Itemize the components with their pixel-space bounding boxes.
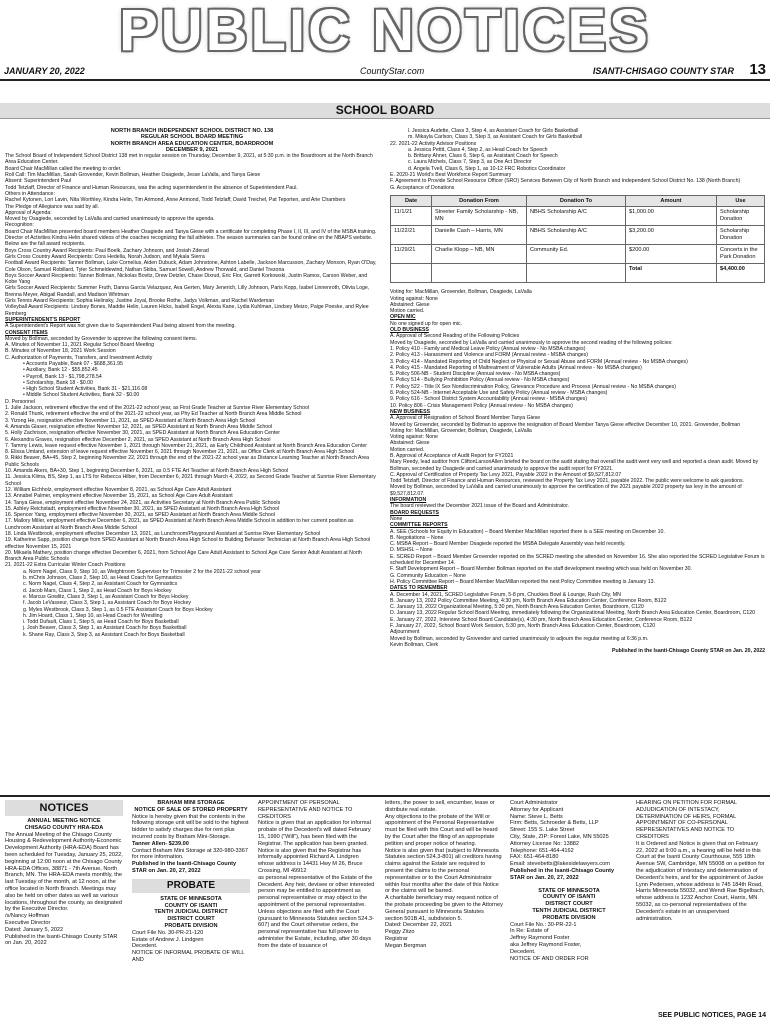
paragraph: B. Approval of Acceptance of Audit Report for FY2021 [390,452,514,459]
paragraph: The board reviewed the December 2021 issue of the Board and Administrator. [390,503,570,510]
paragraph: letters, the power to sell, encumber, lease or distribute real estate. [385,800,495,813]
paragraph: COUNTY OF ISANTI [542,894,596,901]
paragraph: The Pledge of Allegiance was said by all. [5,203,100,210]
table-cell: Concerts in the Park Donation [717,245,765,264]
paragraph: Voting against: None [390,295,438,302]
paragraph: E. 2020-21 World's Best Workforce Report Summary [390,172,512,179]
table-row [391,207,765,226]
paragraph: It is Ordered and Notice is given that on February 22, 2022 at 9:00 a.m., a hearing will be held in this Court at the Isanti County Courthouse, 555 18th Avenue SW, Cambridge, MN 55008 on a petition for the adjudication of intestacy and determination of Decedent's heirs, and for the appointment of Jackie Lynn Pedersen, whose address is 745 184th Road, Harris Minnesota 55032, and Wendi Rae Bigelbach, whose address is 1232 Anchor Court, Harris, MN 55032, as co-personal representatives of the Decedent's estate in an unsupervised administration. [636,840,765,922]
paragraph: Motion carried. [390,446,425,453]
paragraph: 11. Jessica Klima, BS, Step 1, as LTS for Rebecca Hilber, from December 6, 2021 through March 4, 2022, as Second Grade Teacher at Sunrise River Elementary School [5,474,376,487]
paragraph: 19. Katherine Sapp, position change from SPED Assistant at North Branch Area High School to Building Behavior Technician at North Branch Area High School effective November 15, 2021 [5,537,371,550]
paragraph: A. Approval of Second Reading of the Following Policies [390,333,520,340]
heading-line: NORTH BRANCH AREA EDUCATION CENTER, BOARDROOM [110,140,274,147]
paragraph: k. Shane Ray, Class 3, Step 3, as Assistant Coach for Boys Basketball [23,631,185,638]
paragraph: BRAHAM MINI STORAGE [157,800,225,806]
minutes-column-2 [390,128,765,793]
paragraph: a. Jessica Pettit, Class 4, Step 2, as Head Coach for Speech [408,146,548,153]
paragraph: Moved by Bollman, seconded by Grovender and carried unanimously to adjourn the regular meeting at 6:36 p.m. [390,635,649,642]
paragraph: Moved by Osagiede, seconded by LaValla and carried unanimously to approve the second reading of the following policies: [390,339,673,346]
paragraph: E. January 27, 2022, Interview School Board Candidate(s), 4:30 pm, North Branch Area Education Center, Conference Room, B122 [390,616,693,623]
paragraph: • Accounts Payable, Bank 07 - $688,361.95 [23,360,123,367]
paragraph: b. mChris Johnson, Class 2, Step 10, as Head Coach for Gymnastics [23,575,182,582]
paragraph: 10. Amanda Akers, BA+30, Step 1, beginning December 6, 2021, as 0.5 FTE Art Teacher at North Branch Area High School [5,468,289,475]
paragraph: C. Authorization of Payments, Transfers, and Investment Activity [5,354,153,361]
paragraph: Dated: January 5, 2022 [5,926,64,933]
paragraph: C. Approval of Certification of Property Tax Levy 2021, Payable 2022 in the Amount of $9,527,812.07 [390,471,622,478]
paragraph: COUNTY OF ISANTI [164,902,218,909]
paragraph: m. Mikayla Carlson, Class 3, Step 3, as Assistant Coach for Girls Basketball [408,134,583,141]
table-header: Use [717,195,765,206]
paragraph: Todd Tetzlaff, Director of Finance and Human Resources, was the acting superintendent in the absence of Superintendent Paul. [5,184,298,191]
paragraph: Absent: Superintendent Paul [5,178,72,185]
paragraph: G. Community Education – None [390,572,466,579]
minutes-heading [5,128,379,153]
paragraph: 15. Ashley Reichstadt, employment effective November 30, 2021, as SPED Assistant at North Branch Area High School [5,505,280,512]
paragraph: STATE OF MINNESOTA [160,895,222,902]
paragraph: Published in the Isanti-Chisago County STAR on Jan. 20, 2022 [5,933,118,947]
paragraph: 10. Policy 806 - Crisis Management Policy (Annual review - No MSBA changes) [390,402,573,409]
paragraph: • Middle School Student Activities, Bank 32 - $0.00 [23,392,140,399]
paragraph: PROBATE DIVISION [164,922,218,929]
issue-date: JANUARY 20, 2022 [4,66,85,76]
published-line: Published in the Isanti-Chisago County STAR on Jan. 20, 2022 [612,648,765,655]
paragraph: Recognition: [5,222,34,229]
paragraph: 21. 2021-22 Extra Curricular Winter Coach Positions [5,562,126,569]
paragraph: A. SEE (Schools for Equity in Education) – Board Member MacMillan reported there is a SEE meeting on December 10. [390,528,665,535]
paragraph: Girls Tennis Award Recipients: Sophia Helinsky, Justine Joyal, Brooke Rothe, Jadys Volkman, and Rachel Wardeman [5,298,275,305]
section-header-school-board: SCHOOL BOARD [0,103,770,119]
paragraph: A. Minutes of November 11, 2021 Regular School Board Meeting [5,342,154,349]
paragraph: 9. Rikki Beaver, BA+45, Step 2, beginning November 22, 2021 through the end of the 2021-22 school year as Distance Learning Teacher at North Branch Area Public Schools [5,455,369,468]
paragraph: 6. Alexandra Graves, resignation effective December 2, 2021, as SPED Assistant at North Branch Area High School [5,436,271,443]
notice-column-2 [132,800,250,1012]
website-link[interactable]: CountyStar.com [360,66,425,76]
minutes-column-1 [5,128,379,793]
paragraph: C. January 13, 2022 Organizational Meeting, 5:30 pm, North Branch Area Education Center, Boardroom, C120 [390,604,644,611]
paragraph: APPOINTMENT OF PERSONAL REPRESENTATIVE AND NOTICE TO CREDITORS [258,800,353,820]
paragraph: 20. Mikaela Mathery, position change effective December 6, 2021, from School Age Care Adult Assistant to School Age Care Senior Adult Assistant at North Branch Area Public Schools [5,549,362,563]
table-row [391,226,765,245]
paragraph: 6. Policy 514 - Bullying Prohibition Policy (Annual review - No MSBA changes) [390,377,570,384]
paragraph: j. Josh Beaver, Class 3, Step 1, as Assistant Coach for Boys Basketball [23,625,187,632]
paragraph: 17. Mallory Miller, employment effective December 6, 2021, as SPED Assistant at North Branch Area Middle School in addition to her current position as Lunchroom Assistant at North Branch Area Middle School [5,518,354,531]
table-cell: NBHS Scholarship A/C [527,207,626,226]
paragraph: 7. Policy 522 - Title IX Sex Nondiscrimination Policy, Grievance Procedure and Process (Annual review - No MSBA changes) [390,383,676,390]
paragraph: Contact Braham Mini Storage at 320-980-3367 for more information. [132,847,248,861]
notice-column-5 [510,800,628,1012]
paragraph: 16. Spencer Yang, employment effective November 30, 2021, as SPED Assistant at North Branch Area Middle School [5,512,275,519]
paragraph: Peggy Zitzo [385,929,415,936]
heading-line: DECEMBER 9, 2021 [165,146,219,153]
paragraph: Any objections to the probate of the Will or appointment of the Personal Representative must be filed with this Court and will be heard by the Court after the filing of an appropriate petition and proper notice of hearing. [385,813,498,847]
paragraph: 14. Tanya Giese, employment effective November 24, 2021, as Activities Secretary at North Branch Area Public Schools [5,499,281,506]
paragraph: 13. Annabel Palmer, employment effective November 15, 2021, as School Age Care Adult Assistant [5,493,233,500]
paragraph: NOTICE OF AND ORDER FOR [510,955,589,962]
paragraph: TENTH JUDICIAL DISTRICT [154,909,228,916]
paragraph: • High School Student Activities, Bank 31 - $21,116.08 [23,386,148,393]
probate-header: PROBATE [132,879,250,893]
paragraph: BOARD REQUESTS [390,509,439,516]
paragraph: Notice is also given that (subject to Minnesota Statutes section 524.3-801) all creditors having claims against the Estate are required to present the claims to the personal representative or to the Court Administrator within four months after the date of this Notice or the claims will be barred. [385,847,502,895]
table-header: Donation To [527,195,626,206]
paragraph: Email: stevebetts@lakesidelawyers.com [510,861,610,868]
paragraph: F. Staff Development Report – Board Member Bollman reported on the staff development meeting which was held on November 30. [390,566,692,573]
paragraph: 5. Holly Zachrison, resignation effective November 30, 2021, as SPED Assistant at North Branch Area Education Center [5,430,280,437]
paragraph: COMMITTEE REPORTS [390,522,448,529]
paragraph: STATE OF MINNESOTA [538,887,600,894]
paragraph: Voting for: MacMillan, Grovender, Bollman, Osagiede, LaValla [390,427,532,434]
total-value: $4,400.00 [717,264,765,283]
paragraph: d. Angela Tvell, Class 6, Step 1, as 10-12 FRC Robotics Coordinator [408,165,566,172]
paragraph: G. Acceptance of Donations [390,184,455,191]
table-cell: Community Ed. [527,245,626,264]
table-total-row [391,264,765,283]
paragraph: Notice is hereby given that the contents in the following storage unit will be sold to the highest bidder to satisfy charges due for rent plus incurred costs by Braham Mini-Storage. [132,813,249,840]
paragraph: CHISAGO COUNTY HRA-EDA [24,824,104,831]
paragraph: Registrar [385,935,408,942]
minutes-body-2-bottom [390,289,765,648]
paragraph: Decedent. [132,943,158,950]
paragraph: Megan Bergman [385,942,427,949]
paragraph: NEW BUSINESS [390,408,431,415]
paragraph: 8. Policy 524-NB - Internet Acceptable Use and Safety Policy (Annual review - MSBA changes) [390,390,608,397]
paragraph: 3. Policy 414 - Mandated Reporting of Child Neglect or Physical or Sexual Abuse and FORM (Annual review - No MSBA changes) [390,358,688,365]
paragraph: The Annual Meeting of the Chisago County Housing & Redevelopment Authority-Economic Development Authority (HRA-EDA) Board has been scheduled for Tuesday, January 25, 2022, beginning at 12:00 noon at the Chisago County HRA-EDA Offices, 38871 - 7th Avenue, North Branch, MN. The HRA-EDA meets monthly, the last Tuesday of the month, at 12 noon, at the office located in North Branch. Meetings may also be held on other dates as well as various locations, throughout the county, as designated by the Executive Director. [5,831,123,913]
notice-column-1 [5,818,123,1013]
paragraph: Dated: December 22, 2021 [385,922,453,929]
table-cell: $200.00 [626,245,717,264]
paragraph: aka Jeffrey Raymond Foster, [510,941,582,948]
paragraph: 7. Tammy Lewis, leave request effective November 1, 2021 through November 21, 2021, as Early Childhood Assistant at North Branch Area Education Center [5,442,367,449]
paragraph: City, State, ZIP: Forest Lake, MN 55025 [510,833,609,840]
paragraph: Moved by Osagiede, seconded by LaValla and carried unanimously to approve the agenda. [5,216,215,223]
paragraph: Director of Activities Kindra Helin shared videos of the coaches recognizing the fall athletes. The season summaries can be found online on the NBAPS website. Below are the fall award recipients. [5,235,373,248]
paragraph: Rachel Kytonen, Lori Lavin, Nita Worthley, Kindra Helin, Tim Arimond, Anne Arimond, Todd Tetzlaff, David Treichel, Pat Teporten, and Arie Chambers [5,197,346,204]
paragraph: Voting for: MacMillan, Grovender, Bollman, Osagiede, LaValla [390,289,532,296]
paragraph: NOTICE OF SALE OF STORED PROPERTY [134,806,248,813]
paragraph: c. Laura Michels, Class 7, Step 3, as One Act Director [408,159,532,166]
paragraph: DATES TO REMEMBER [390,585,448,592]
paragraph: Jeffrey Raymond Foster [510,935,570,942]
paragraph: Girls Soccer Award Recipients: Summer Fruth, Danna Garcia Velazquez, Ava Gerten, Mary Jenerich, Lilly Johnson, Paris Kopp, Isabel Linnenroth, Olivia Loge, Brenna Meyer, Abigail Randall, and Madison Whitman [5,285,370,298]
paragraph: Executive Director [5,919,51,926]
paragraph: Decedent. [510,948,536,955]
probate-notice-2 [510,888,628,963]
table-cell: 11/29/21 [391,245,432,264]
table-cell: NBHS Scholarship A/C [527,226,626,245]
paragraph: Published in the Isanti-Chisago County STAR on Jan. 20, 27, 2022 [510,867,615,881]
paragraph: Adjournment [390,629,420,636]
paragraph: Todd Tetzlaff, Director of Finance and Human Resources, reviewed the Property Tax Levy 2021, payable 2022. The public were welcome to ask questions. [390,478,744,485]
notice-column-4 [385,800,503,1012]
page-number: 13 [749,61,766,78]
storage-notice [132,800,250,875]
paragraph: Name: Steve L. Betts [510,813,563,820]
paragraph: Kevin Bollman, Clerk [390,641,439,648]
paper-name: ISANTI-CHISAGO COUNTY STAR [592,66,734,76]
table-cell: Scholarship Donation [717,207,765,226]
paragraph: Attorney for Applicant [510,806,564,813]
paragraph: B. Negotiations – None [390,534,444,541]
paragraph: 12. William Eichholz, employment effective November 8, 2021, as School Age Care Adult Assistant [5,486,232,493]
paragraph: 2. Ronald Thunk, retirement effective the end of the 2021-22 school year, as Phy Ed Teacher at North Branch Area Middle School [5,411,302,418]
masthead [0,0,770,62]
paragraph: Motion carried. [390,308,425,315]
paragraph: Moved by Bollman, seconded by Grovender to approve the following consent items. [5,335,198,342]
paragraph: In Re: Estate of [510,928,549,935]
paragraph: Roll Call: Tim MacMillan, Sarah Grovender, Kevin Bollman, Heather Osagiede, Jesse LaValla, and Tanya Giese [5,172,261,179]
paragraph: 5. Policy 506-NB - Student Discipline (Annual review - No MSBA changes) [390,371,561,378]
paragraph: F. January 27, 2022, School Board Work Session, 5:30 pm, North Branch Area Education Center, Boardroom, C120 [390,623,656,629]
paragraph: H. Policy Committee Report – Board Member MacMillan reported the next Policy Committee meeting is January 13. [390,578,655,585]
paragraph: CONSENT ITEMS [5,329,48,336]
table-header-row [391,195,765,206]
notice-column-6 [636,800,765,1012]
paragraph: D. Personnel [5,398,35,405]
notice-column-3 [258,800,376,1012]
paragraph: Moved by Bollman, seconded by LaValla and carried unanimously to approve the certification of the 2021 payable 2022 property tax levy in the amount of $9,527,812.07. [390,484,742,497]
paragraph: Court File No.: 30-PR-22-1 [510,921,577,928]
masthead-title: PUBLIC NOTICES [119,0,651,63]
paragraph: TENTH JUDICIAL DISTRICT [532,907,606,914]
paragraph: 4. Policy 415 - Mandated Reporting of Maltreatment of Vulnerable Adults (Annual review - No MSBA changes) [390,364,642,371]
table-header: Date [391,195,432,206]
paragraph: OLD BUSINESS [390,327,429,334]
paragraph: The School Board of Independent School District 138 met in regular session on Thursday, December 9, 2021, at 5:30 p.m. in the Boardroom at the North Branch Area Education Center. [5,153,373,166]
probate-notice-1 [132,896,250,964]
paragraph: F. Agreement to Provide School Resource Officer (SRO) Services Between City of North Branch and Independent School District No. 138 (North Branch) [390,178,741,185]
paragraph: B. January 13, 2022 Policy Committee Meeting, 4:30 pm, North Branch Area Education Center, Conference Room, B122 [390,597,667,604]
donations-table [390,195,765,283]
paragraph: A. December 14, 2021, SCRED Legislative Forum, 5-8 pm, Chuckies Bowl & Lounge, Rush City, MN [390,591,621,598]
paragraph: /s/Nancy Hoffman [5,913,50,920]
table-cell: Danielle Cash – Harris, MN [432,226,527,245]
paragraph: Boys Soccer Award Recipients: Tanner Bollman, Nickolas Bovitz, Drew Detzler, Chase Dixrud, Eric Flor, Garrett Korkowski, Justin Ramos, Carson Weber, and Kobe Yang [5,272,368,286]
paragraph: Notice is given that an application for informal probate of the Decedent's will dated February 15, 1990 ("Will"), has been filed with the Registrar. The application has been granted. [258,820,371,847]
notices-header: NOTICES [5,800,123,816]
paragraph: Abstained: Giese [390,440,430,447]
continued-link[interactable]: SEE PUBLIC NOTICES, PAGE 14 [657,1012,766,1019]
masthead-bar [0,63,770,81]
paragraph: b. Brittany Ahner, Class 6, Step 6, as Assistant Coach for Speech [408,153,558,160]
paragraph: Published in the Isanti-Chisago County STAR on Jan. 20, 27, 2022 [132,861,237,874]
table-header: Donation From [432,195,527,206]
paragraph: 4. Amanda Glaser, resignation effective November 12, 2021, as SPED Assistant at North Branch Area Middle School [5,423,273,430]
paragraph: a. Norm Nagel, Class 9, Step 10, as Weightroom Supervisor for Trimester 2 for the 2021-22 school year [23,568,261,575]
paragraph: Court File No. 30-PR-21-120 [132,929,204,936]
paragraph: Boys Cross Country Award Recipients: Paul Boelk, Zachary Johnson, and Josiah Zderad [5,247,209,254]
paragraph: Notice is also given that the Registrar has informally appointed Richard A. Lindgren whose address is 14431 Hwy M 26, Bruce Crossing, MI 49912 [258,847,363,874]
paragraph: 8. Elissa Umland, extension of leave request effective November 6, 2021 through November 21, 2021, as Office Clerk at North Branch Area High School [5,449,355,456]
paragraph: Others in Attendance: [5,190,55,197]
paragraph: • Scholarship, Bank 18 - $0.00 [23,379,93,386]
paragraph: Street: 155 S. Lake Street [510,827,575,834]
minutes-body-1 [5,153,379,638]
table-cell: 11/1/21 [391,207,432,226]
heading-line: NORTH BRANCH INDEPENDENT SCHOOL DISTRICT NO. 138 [110,128,274,134]
table-cell: Charlie Klopp – NB, MN [432,245,527,264]
paragraph: 3. Yizong He, resignation effective November 11, 2021, as SPED Assistant at North Branch Area High School [5,417,256,424]
paragraph: None [390,515,403,522]
paragraph: g. Myles Westbrook, Class 3, Step 1, as 0.5 FTE Assistant Coach for Boys Hockey [23,606,213,613]
paragraph: Tanner Allen- $239.00 [132,840,189,847]
paragraph: Board Chair MacMillan called the meeting to order. [5,165,122,172]
paragraph: No one signed up for open mic. [390,320,463,327]
table-cell: 11/22/21 [391,226,432,245]
paragraph: Board Chair MacMillan presented board members Heather Osagiede and Tanya Giese with a certificate for completing Phase I, II, III, and IV of the MSBA training. [5,228,377,235]
paragraph: D. MSHSL – None [390,547,433,554]
paragraph: 1. Julie Jackson, retirement effective the end of the 2021-22 school year, as First Grade Teacher at Sunrise River Elementary School [5,405,310,412]
paragraph: SUPERINTENDENT'S REPORT [5,316,81,323]
paragraph: Volleyball Award Recipients: Lindsey Bones, Maddie Helin, Lauren Hicks, Isabell Engel, Alexia Kane, Lydia Kuhlman, Lindsey Meizo, Paige Poeske, and Rylee Remberg [5,304,369,317]
table-cell: Scholarship Donation [717,226,765,245]
paragraph: Moved by Grovender, seconded by Bollman to approve the resignation of Board Member Tanya Giese effective December 10, 2021. Grovender, Bollman [390,421,741,428]
paragraph: DISTRICT COURT [167,916,215,923]
paragraph: l. Jessica Audette, Class 3, Step 4, as Assistant Coach for Girls Basketball [408,128,579,134]
paragraph: i. Todd Dufault, Class 1, Step 5, as Head Coach for Boys Basketball [23,619,179,626]
paragraph: INFORMATION [390,497,427,504]
paragraph: C. MSBA Report – Board Member Osagiede reported the MSBA Delegate Assembly was held recently. [390,541,626,548]
paragraph: D. January 13, 2022 Regular School Board Meeting, immediately following the Organizational Meeting, North Branch Area Education Center, Boardroom, C120 [390,610,756,617]
paragraph: A. Approval of Resignation of School Board Member Tanya Giese [390,415,541,422]
paragraph: Girls Cross Country Award Recipients: Cora Hedella, Norah Judson, and Mykala Sierra [5,253,205,260]
paragraph: PROBATE DIVISION [542,914,596,921]
paragraph: Court Administrator [510,800,558,806]
paragraph: c. Norm Nagel, Class 4, Step 2, as Assistant Coach for Gymnastics [23,581,178,588]
paragraph: B. Minutes of November 18, 2021 Work Session [5,348,116,355]
paragraph: NOTICE OF INFORMAL PROBATE OF WILL AND [132,950,245,963]
paragraph: f. Jacob LeVasseur, Class 3, Step 1, as Assistant Coach for Boys Hockey [23,600,192,607]
paragraph: 22. 2021-22 Activity Advisor Positions [390,140,477,147]
minutes-body-2-top [390,128,765,191]
paragraph: DISTRICT COURT [545,901,593,908]
paragraph: h. Jim Hoard, Class 1, Step 10, as Head Coach for Wrestling [23,612,163,619]
divider [0,795,770,797]
table-cell: Streeter Family Scholarship - NB, MN [432,207,527,226]
paragraph: 1. Policy 410 - Family and Medical Leave Policy (Annual review - No MSBA changes) [390,345,586,352]
probate-notice-attorney [510,800,628,882]
paragraph: • Payroll, Bank 13 - $1,798,278.54 [23,373,102,380]
paragraph: 2. Policy 413 - Harassment and Violence and FORM (Annual review - MSBA changes) [390,352,588,359]
paragraph: 18. Linda Westbrook, employment effective December 13, 2021, as Lunchroom/Playground Assistant at Sunrise River Elementary School [5,531,321,537]
paragraph: 9. Policy 616 - School District System Accountability (Annual review - MSBA changes) [390,396,587,403]
heading-line: REGULAR SCHOOL BOARD MEETING [140,134,244,141]
paragraph: Estate of Andrew J. Lindgren [132,936,204,943]
total-label: Total [626,264,717,283]
paragraph: Mary Reedy, lead auditor from CliftonLarsonAllen briefed the board on the audit stating that overall the audit went very well and reported a clean audit. Moved by Bollman, seconded by Osagiede and carried unanimously to approve the audit report for FY2021. [390,459,759,472]
table-header: Amount [626,195,717,206]
paragraph: HEARING ON PETITION FOR FORMAL ADJUDICATION OF INTESTACY, DETERMINATION OF HEIRS, FORMAL APPOINTMENT OF CO-PERSONAL REPRESENTATIVES AND NOTICE TO CREDITORS [636,800,737,840]
table-cell: $3,200.00 [626,226,717,245]
table-cell: $1,000.00 [626,207,717,226]
paragraph: • Auxiliary, Bank 12 - $55,852.45 [23,367,98,374]
paragraph: Voting against: None [390,434,438,441]
paragraph: A Superintendent's Report was not given due to Superintendent Paul being absent from the meeting. [5,323,236,330]
paragraph: ANNUAL MEETING NOTICE [27,818,101,824]
paragraph: Telephone: 651-464-4162 [510,847,574,854]
table-row [391,245,765,264]
paragraph: FAX: 651-464-8180 [510,854,559,861]
paragraph: d. Jacob Mars, Class 1, Step 2, as Head Coach for Boys Hockey [23,587,172,594]
paragraph: A charitable beneficiary may request notice of the probate proceeding be given to the Attorney General pursuant to Minnesota Statutes section 501B.41, subdivision 5. [385,895,503,922]
paragraph: Football Award Recipients: Tanner Bollman, Luke Cornelius, Aiden Dubuck, Adam Johnstone, Ashton Labelle, Jackson Marcusson, Zachary Monson, Ryan O'Day, Cole Olson, Samuel Robillard, Tyler Schmeldewind, Nathan Skiba, Samuel Sowell, Andrew Thorwald, and Daniel Trezona [5,260,377,273]
paragraph: OPEN MIC [390,314,416,321]
paragraph: Attorney License No: 13882 [510,840,580,847]
paragraph: Firm: Betts, Schroeder & Betts, LLP [510,820,599,827]
paragraph: as personal representative of the Estate of the Decedent. Any heir, devisee or other interested person may be entitled to appointment as personal representative or may object to the appointment of the personal representative. Unless objections are filed with the Court (pursuant to Minnesota Statutes section 524.3-607) and the Court otherwise orders, the personal representative has full power to administer the Estate, including, after 30 days from the date of issuance of [258,874,375,949]
paragraph: Approval of Agenda: [5,209,52,216]
paragraph: e. Marcus Gowlitz, Class 3, Step 1, as Assistant Coach for Boys Hockey [23,593,189,600]
paragraph: E. SCRED Report – Board Member Grovender reported on the SCRED meeting she attended on November 16. She also reported the SCRED Legislative Forum is scheduled for December 14. [390,553,765,567]
paragraph: Abstained: Giese [390,301,430,308]
